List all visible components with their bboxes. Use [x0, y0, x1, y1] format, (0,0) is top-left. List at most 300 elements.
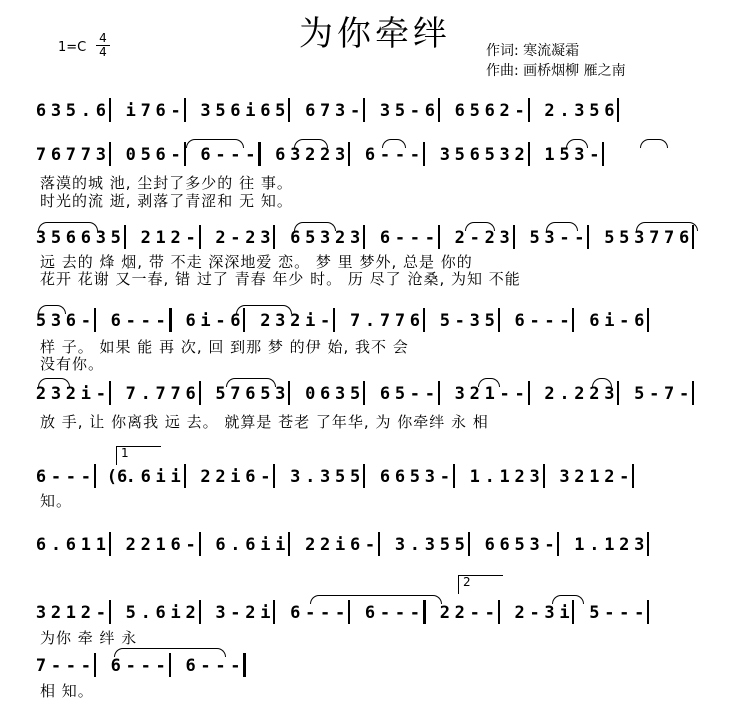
bar-line: [363, 225, 365, 249]
note: .: [589, 535, 600, 555]
note: 3: [320, 467, 331, 487]
bar-line: [258, 142, 261, 166]
note: 7: [140, 101, 151, 121]
note: 3: [290, 467, 301, 487]
note: -: [469, 603, 480, 623]
note: 2: [200, 467, 211, 487]
lyric-line: 放 手, 让 你离我 远 去。 就算是 苍老 了年华, 为 你牵绊 永 相: [40, 413, 489, 431]
note: 6: [155, 101, 166, 121]
note: -: [409, 228, 421, 248]
note: 3: [559, 467, 570, 487]
note: -: [65, 467, 77, 487]
note: 2: [499, 101, 510, 121]
bar-line: [602, 142, 604, 166]
bar-line: [109, 381, 111, 405]
note: -: [559, 311, 570, 331]
notation-line: [32, 383, 720, 409]
note: 3: [499, 228, 510, 248]
note: -: [80, 656, 91, 676]
note: -: [409, 101, 421, 121]
note: 6: [484, 101, 495, 121]
bar-line: [94, 464, 96, 488]
note: 7: [379, 311, 391, 331]
bar-line: [94, 308, 96, 332]
note: -: [230, 603, 241, 623]
bar-line: [109, 600, 111, 624]
note: -: [529, 311, 540, 331]
note: .: [50, 535, 62, 555]
note: 5: [454, 535, 465, 555]
note: 2: [514, 467, 525, 487]
note: 6: [290, 603, 301, 623]
note: 2: [80, 603, 91, 623]
lyricist-credit: 作词: 寒流凝霜: [486, 43, 580, 59]
bar-line: [378, 532, 380, 556]
note: 3: [379, 101, 391, 121]
notation-line: [32, 310, 720, 336]
note: 3: [574, 145, 585, 165]
note: 5: [604, 228, 615, 248]
note: 5: [394, 101, 406, 121]
note: 7: [35, 145, 47, 165]
note: 6: [80, 228, 91, 248]
note: 7: [649, 228, 660, 248]
note: 6: [110, 656, 121, 676]
note: 1: [499, 467, 510, 487]
note: 2: [215, 467, 226, 487]
bar-line: [199, 225, 201, 249]
note: 2: [320, 145, 331, 165]
note: 3: [260, 228, 271, 248]
note: 2: [454, 228, 465, 248]
note: 6: [364, 603, 376, 623]
notation-line: [32, 466, 720, 492]
bar-line: [169, 308, 172, 332]
note: i: [155, 467, 166, 487]
note: 2: [35, 384, 47, 404]
note: -: [80, 467, 91, 487]
note: 3: [634, 228, 645, 248]
note: -: [335, 603, 346, 623]
note: -: [634, 603, 645, 623]
bar-line: [333, 308, 335, 332]
bar-line: [423, 142, 425, 166]
note: -: [185, 535, 196, 555]
note: -: [394, 603, 406, 623]
note: 2: [604, 467, 615, 487]
note: 3: [35, 603, 47, 623]
bar-line: [273, 600, 275, 624]
lyric-line: 为你 牵 绊 永: [40, 629, 138, 647]
bar-line: [288, 98, 290, 122]
note: 3: [424, 467, 435, 487]
bar-line: [243, 653, 246, 677]
note: 1: [544, 145, 555, 165]
note: 6: [155, 603, 166, 623]
note: -: [574, 228, 585, 248]
note: 2: [619, 535, 630, 555]
note: 6: [230, 101, 241, 121]
lyric-line: 相 知。: [40, 682, 94, 700]
note: 6: [364, 145, 376, 165]
lyric-line: 知。: [40, 492, 73, 510]
note: .: [140, 603, 151, 623]
note: -: [409, 603, 421, 623]
note: 3: [634, 535, 645, 555]
note: -: [454, 311, 465, 331]
note: 3: [35, 228, 47, 248]
composer-credit: 作曲: 画桥烟柳 雁之南: [486, 63, 626, 79]
note: i: [335, 535, 346, 555]
note: 2: [544, 384, 555, 404]
note: 6: [514, 311, 525, 331]
note: -: [185, 228, 196, 248]
note: i: [80, 384, 91, 404]
note: -: [65, 656, 77, 676]
slur-mark: [38, 305, 66, 314]
note: 5: [559, 145, 570, 165]
note: 5: [65, 101, 77, 121]
note: -: [604, 603, 615, 623]
slur-mark: [236, 305, 292, 314]
note: .: [409, 535, 421, 555]
bar-line: [692, 381, 694, 405]
note: i: [604, 311, 615, 331]
note: 6: [424, 101, 435, 121]
note: 1: [574, 535, 585, 555]
note: -: [424, 228, 435, 248]
bar-line: [572, 308, 574, 332]
note: -: [95, 603, 106, 623]
note: 6: [634, 311, 645, 331]
note: 6: [95, 101, 106, 121]
bar-line: [453, 464, 455, 488]
slur-mark: [478, 378, 500, 387]
note: 6: [185, 311, 196, 331]
note: i: [125, 101, 136, 121]
note: 5: [349, 384, 361, 404]
note: -: [155, 311, 166, 331]
slur-mark: [294, 139, 328, 148]
volta-1: [116, 446, 161, 465]
note: 5: [529, 228, 540, 248]
note: 3: [454, 384, 465, 404]
note: 3: [529, 467, 540, 487]
note: 3: [290, 145, 301, 165]
note: 3: [95, 145, 106, 165]
note: 3: [275, 384, 286, 404]
bar-line: [528, 381, 530, 405]
bar-line: [647, 532, 649, 556]
bar-line: [468, 532, 470, 556]
note: 6: [305, 101, 316, 121]
note: 5: [484, 311, 495, 331]
note: -: [589, 145, 600, 165]
note: 6: [170, 535, 181, 555]
bar-line: [109, 532, 111, 556]
note: -: [394, 145, 406, 165]
note: -: [559, 228, 570, 248]
note: i: [230, 467, 241, 487]
time-signature: [96, 32, 110, 59]
note: 5: [619, 228, 630, 248]
note: 7: [35, 656, 47, 676]
note: 5: [110, 228, 121, 248]
note: 1: [95, 535, 106, 555]
note: 7: [65, 145, 77, 165]
note: 2: [65, 384, 77, 404]
note: .: [230, 535, 241, 555]
note: 3: [275, 311, 286, 331]
bar-line: [647, 308, 649, 332]
bar-line: [288, 381, 290, 405]
note: 0: [125, 145, 136, 165]
note: 3: [320, 228, 331, 248]
lyric-line: 时光的流 逝, 剥落了青涩和 无 知。: [40, 192, 293, 210]
note: 5: [409, 467, 421, 487]
note: 6: [604, 101, 615, 121]
note: 2: [305, 535, 316, 555]
note: 6: [230, 311, 241, 331]
note: 6: [394, 467, 406, 487]
note: i: [559, 603, 570, 623]
bar-line: [617, 98, 619, 122]
note: 6: [379, 467, 391, 487]
bar-line: [632, 464, 634, 488]
note: 5: [484, 145, 495, 165]
note: 3: [544, 603, 555, 623]
bar-line: [587, 225, 589, 249]
note: i: [260, 535, 271, 555]
note: 7: [664, 384, 675, 404]
notation-line: [32, 144, 720, 170]
note: i: [200, 311, 211, 331]
note: -: [349, 101, 361, 121]
note: 5: [634, 384, 645, 404]
note: 6: [379, 384, 391, 404]
note: i: [275, 535, 286, 555]
lyric-line: 样 子。 如果 能 再 次, 回 到那 梦 的伊 始, 我不 会: [40, 338, 409, 356]
note: -: [499, 384, 510, 404]
note: 2: [185, 603, 196, 623]
slur-mark: [636, 222, 698, 231]
note: -: [379, 603, 391, 623]
note: 6: [245, 467, 256, 487]
note: -: [424, 384, 435, 404]
bar-line: [543, 464, 545, 488]
note: 2: [469, 384, 480, 404]
note: 2: [305, 145, 316, 165]
bar-line: [438, 381, 440, 405]
note: 3: [335, 145, 346, 165]
note: -: [80, 311, 91, 331]
note: 5: [260, 384, 271, 404]
note: -: [320, 603, 331, 623]
note: -: [394, 228, 406, 248]
note: -: [379, 145, 391, 165]
bar-line: [557, 532, 559, 556]
note: 6: [50, 145, 62, 165]
slur-mark: [186, 139, 244, 148]
meter-numerator: 4: [99, 31, 107, 45]
bar-line: [498, 600, 500, 624]
note: -: [544, 535, 555, 555]
volta-2-label: 2: [463, 575, 471, 589]
note: 6: [110, 311, 121, 331]
note: 5: [50, 228, 62, 248]
note: 1: [155, 535, 166, 555]
note: 3: [215, 603, 226, 623]
notation-line: [32, 602, 720, 628]
note: 5: [454, 145, 465, 165]
note: 7: [320, 101, 331, 121]
bar-line: [199, 532, 201, 556]
note: -: [140, 311, 151, 331]
note: 5: [35, 311, 47, 331]
note: i: [170, 467, 181, 487]
note: 6: [379, 228, 391, 248]
bar-line: [184, 464, 186, 488]
notation-line: [32, 655, 720, 681]
note: 6: [469, 145, 480, 165]
note: 5: [469, 101, 480, 121]
note: 5: [394, 384, 406, 404]
note: 6: [215, 535, 226, 555]
note: 3: [604, 384, 615, 404]
note: 2: [170, 228, 181, 248]
slur-mark: [382, 139, 406, 148]
song-title: 为你牵绊: [299, 14, 451, 54]
notation-line: [32, 227, 720, 253]
note: 3: [50, 311, 62, 331]
lyric-line: 远 去的 烽 烟, 带 不走 深深地爱 恋。 梦 里 梦外, 总是 你的: [40, 253, 473, 271]
note: 5: [305, 228, 316, 248]
bar-line: [528, 142, 530, 166]
note: 2: [140, 535, 151, 555]
note: 5: [514, 535, 525, 555]
note: 7: [170, 384, 181, 404]
note: 6: [349, 535, 361, 555]
note: 6: [260, 101, 271, 121]
note: -: [364, 535, 376, 555]
note: -: [140, 656, 151, 676]
note: 3: [499, 145, 510, 165]
note: 6: [245, 384, 256, 404]
note: -: [320, 311, 331, 331]
bar-line: [273, 225, 275, 249]
note: 5: [349, 467, 361, 487]
slur-mark: [566, 139, 588, 148]
note: 2: [589, 384, 600, 404]
note: 6: [245, 535, 256, 555]
note: -: [544, 311, 555, 331]
note: 2: [215, 228, 226, 248]
bar-line: [647, 600, 649, 624]
slur-mark: [546, 222, 578, 231]
note: i: [170, 603, 181, 623]
note: 2: [140, 228, 151, 248]
bar-line: [348, 142, 350, 166]
bar-line: [109, 142, 111, 166]
note: 2: [335, 228, 346, 248]
note: (6: [106, 467, 128, 487]
note: -: [260, 467, 271, 487]
bar-line: [513, 225, 515, 249]
note: 5: [215, 101, 226, 121]
note: 2: [439, 603, 450, 623]
note: -: [245, 145, 256, 165]
note: -: [649, 384, 660, 404]
note: 1: [484, 384, 495, 404]
bar-line: [288, 532, 290, 556]
note: 5: [125, 603, 136, 623]
bar-line: [363, 381, 365, 405]
note: -: [529, 603, 540, 623]
note: 2: [514, 145, 525, 165]
note: 3: [50, 101, 62, 121]
note: 2: [260, 311, 271, 331]
note: 6: [454, 101, 465, 121]
bar-line: [438, 225, 440, 249]
note: 5: [589, 603, 600, 623]
note: -: [125, 656, 136, 676]
note: -: [619, 603, 630, 623]
note: 6: [320, 384, 331, 404]
note: 6: [679, 228, 690, 248]
note: 6: [65, 228, 77, 248]
note: -: [305, 603, 316, 623]
note: -: [200, 656, 211, 676]
bar-line: [438, 98, 440, 122]
note: 5: [335, 467, 346, 487]
note: -: [230, 145, 241, 165]
bar-line: [199, 600, 201, 624]
note: i: [245, 101, 256, 121]
note: 2: [544, 101, 555, 121]
note: 7: [125, 384, 136, 404]
note: -: [484, 603, 495, 623]
note: 7: [349, 311, 361, 331]
note: 3: [95, 228, 106, 248]
note: 3: [394, 535, 406, 555]
note: -: [155, 656, 166, 676]
bar-line: [124, 225, 126, 249]
note: -: [215, 656, 226, 676]
note: 6: [35, 535, 47, 555]
lyric-line: 落漠的城 池, 尘封了多少的 往 事。: [40, 174, 293, 192]
note: 3: [544, 228, 555, 248]
note: i: [305, 311, 316, 331]
note: 6: [140, 467, 151, 487]
note: 2: [574, 384, 585, 404]
note: .: [559, 384, 570, 404]
bar-line: [94, 653, 96, 677]
note: 5: [439, 535, 450, 555]
note: 2: [245, 228, 256, 248]
note: 1: [65, 603, 77, 623]
bar-line: [363, 98, 365, 122]
note: 5: [140, 145, 151, 165]
note: 6: [409, 311, 421, 331]
note: 5: [439, 311, 450, 331]
note: 2: [245, 603, 256, 623]
note: 6: [499, 535, 510, 555]
note: 2: [320, 535, 331, 555]
bar-line: [109, 98, 111, 122]
note: 6: [185, 384, 196, 404]
note: 7: [230, 384, 241, 404]
slur-mark: [640, 139, 668, 148]
